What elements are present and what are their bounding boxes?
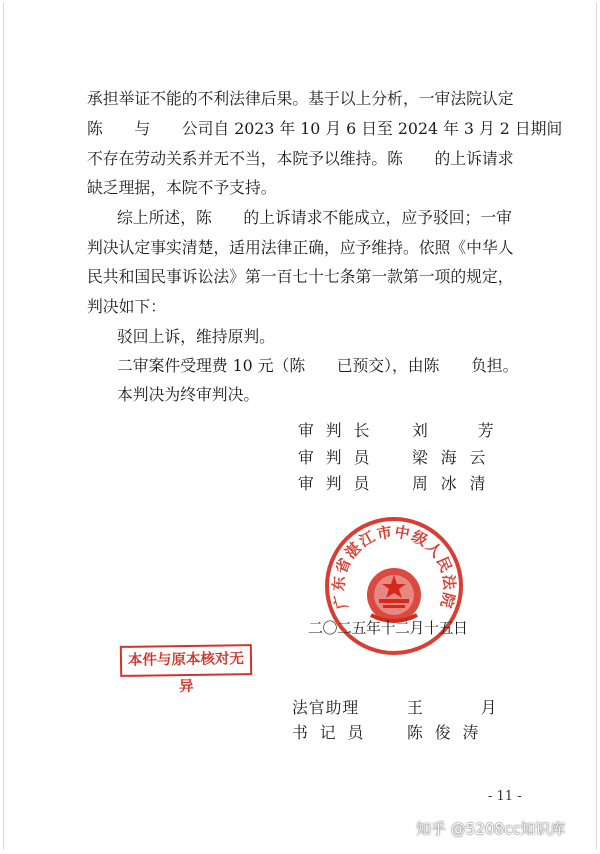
body-line-3: 不存在劳动关系并无不当，本院予以维持。陈 的上诉请求 bbox=[87, 149, 514, 168]
body-line-1: 承担举证不能的不利法律后果。基于以上分析，一审法院认定 bbox=[87, 89, 514, 108]
judge-name-2: 梁海云 bbox=[412, 448, 499, 467]
body-line-5: 综上所述，陈 的上诉请求不能成立，应予驳回；一审 bbox=[117, 208, 512, 227]
judge-role-1: 审判长 bbox=[298, 421, 382, 440]
body-line-4: 缺乏理据，本院不予支持。 bbox=[87, 178, 277, 197]
body-line-8: 判决如下： bbox=[87, 297, 166, 316]
judgment-date: 二〇二五年十二月十五日 bbox=[308, 619, 468, 637]
clerk-role-1: 法官助理 bbox=[292, 698, 360, 717]
fee-line: 二审案件受理费 10 元（陈 已预交），由陈 负担。 bbox=[117, 356, 519, 375]
judge-name-3: 周冰清 bbox=[412, 474, 499, 493]
clerk-name-1: 王月 bbox=[407, 698, 555, 717]
svg-text:广东省湛江市中级人民法院: 广东省湛江市中级人民法院 bbox=[329, 522, 459, 612]
clerk-role-2: 书记员 bbox=[292, 723, 376, 742]
page-number: - 11 - bbox=[488, 789, 522, 804]
final-line: 本判决为终审判决。 bbox=[117, 385, 260, 404]
judge-name-1: 刘芳 bbox=[412, 421, 544, 440]
judge-role-2: 审判员 bbox=[298, 448, 382, 467]
judge-role-3: 审判员 bbox=[298, 474, 382, 493]
verdict-line: 驳回上诉，维持原判。 bbox=[117, 327, 275, 346]
body-line-7: 民共和国民事诉讼法》第一百七十七条第一款第一项的规定， bbox=[87, 267, 514, 286]
body-line-6: 判决认定事实清楚，适用法律正确，应予维持。依照《中华人 bbox=[87, 238, 514, 257]
verification-stamp: 本件与原本核对无异 bbox=[120, 644, 252, 677]
watermark: 知乎 @5208cc知识库 bbox=[416, 820, 566, 838]
body-line-2: 陈 与 公司自 2023 年 10 月 6 日至 2024 年 3 月 2 日期间 bbox=[87, 119, 563, 138]
clerk-name-2: 陈俊涛 bbox=[407, 723, 491, 742]
